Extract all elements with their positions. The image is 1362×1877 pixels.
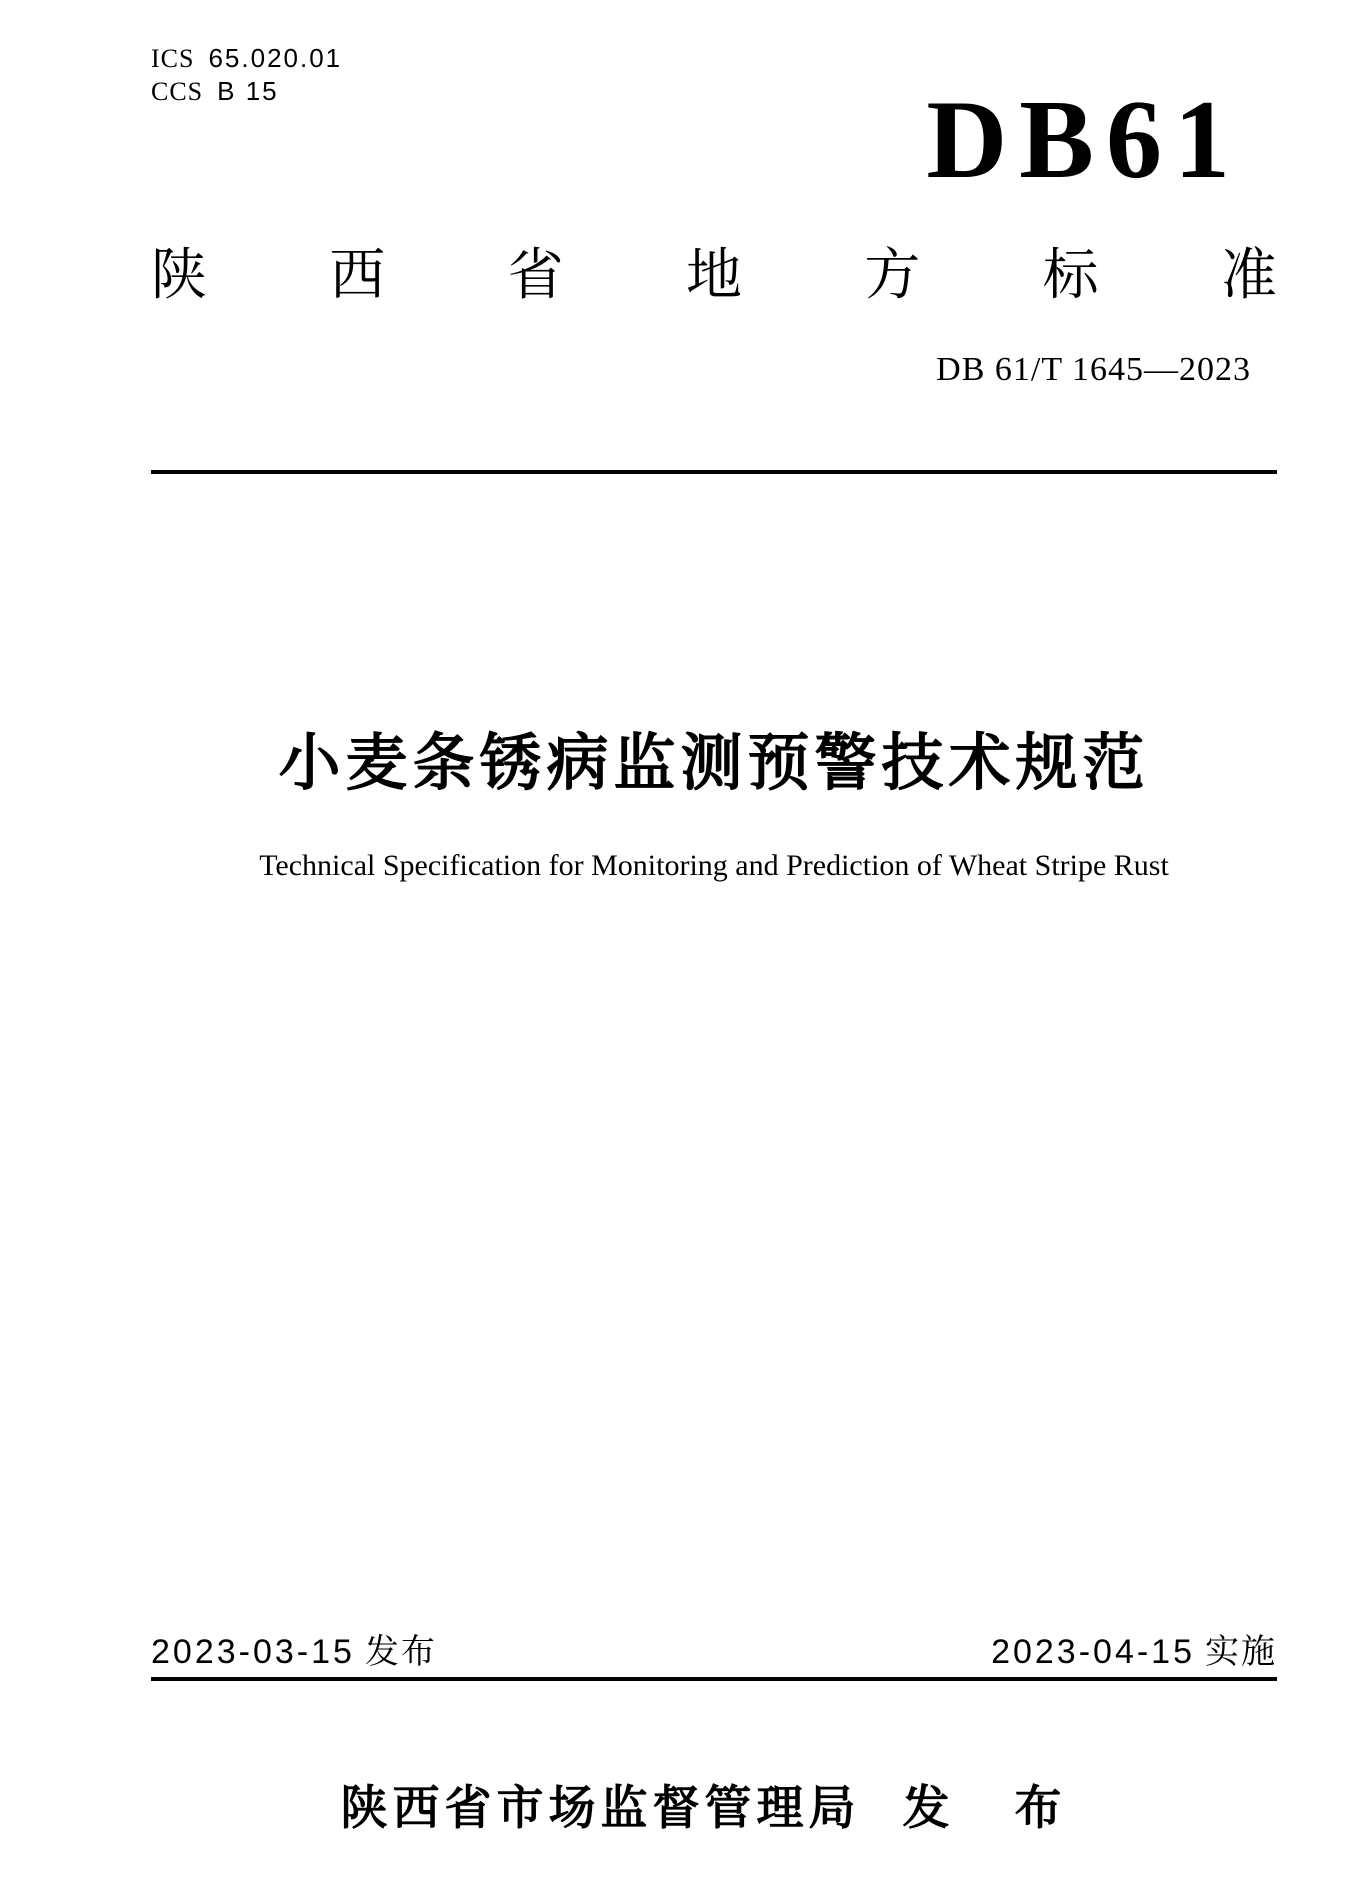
document-number: DB 61/T 1645—2023 <box>936 351 1251 388</box>
classification-codes <box>151 42 342 108</box>
standard-type-char: 准 <box>1220 245 1277 307</box>
standard-type-char: 标 <box>1042 245 1099 307</box>
ccs-code: B 15 <box>217 76 279 106</box>
dates-row <box>151 1634 1277 1671</box>
issue-date-line <box>151 1634 437 1671</box>
ics-code: 65.020.01 <box>208 43 343 73</box>
header-rule <box>151 470 1277 474</box>
issue-label: 发布 <box>364 1633 437 1671</box>
implementation-date-line <box>991 1634 1277 1671</box>
standard-type-char: 省 <box>507 245 564 307</box>
ics-label: ICS <box>151 44 195 73</box>
footer-rule <box>151 1677 1277 1681</box>
ccs-label: CCS <box>151 77 204 106</box>
publisher-line <box>151 1782 1277 1834</box>
standard-type-char: 陕 <box>151 245 207 307</box>
ics-line <box>151 42 342 75</box>
publish-action-label: 发 布 <box>902 1781 1088 1834</box>
standard-type-char: 方 <box>864 245 921 307</box>
standard-type-char: 地 <box>685 245 742 307</box>
implementation-label: 实施 <box>1205 1633 1277 1671</box>
document-subtitle-english: Technical Specification for Monitoring and Prediction of Wheat Stripe Rust <box>259 849 1169 882</box>
standard-type-char: 西 <box>329 245 386 307</box>
document-title: 小麦条锈病监测预警技术规范 <box>278 729 1150 798</box>
ccs-line <box>151 75 342 108</box>
implementation-date: 2023-04-15 <box>991 1633 1195 1671</box>
issue-date: 2023-03-15 <box>151 1633 355 1671</box>
publisher-name: 陕西省市场监督管理局 <box>340 1781 861 1834</box>
standard-type-title <box>151 246 1277 308</box>
db61-logo: DB61 <box>926 78 1242 202</box>
